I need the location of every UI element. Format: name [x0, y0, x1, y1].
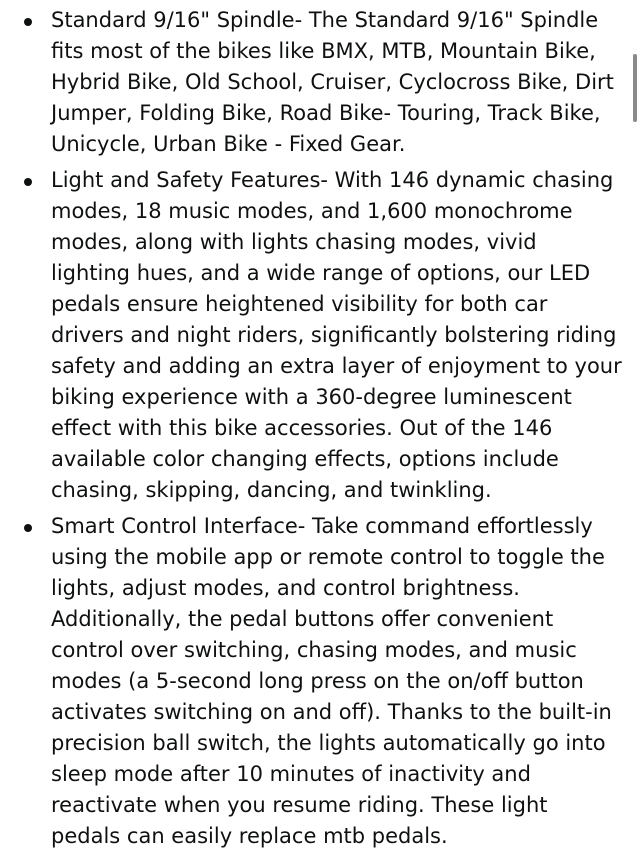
feature-bullet-text: Light and Safety Features- With 146 dynamic chasing modes, 18 music modes, and 1,600 monochrome modes, along with lights chasing modes, vivid lighting hues, and a wide range of options, our LED pedals ensure heightened visibility for both car drivers and night riders, significantly bolstering riding safety and adding an extra layer of enjoyment to your biking experience with a 360-degree luminescent effect with this bike accessories. Out of the 146 available color changing effects, options include chasing, skipping, dancing, and twinkling. — [51, 168, 622, 502]
feature-bullet-spindle — [0, 5, 622, 160]
bullet-dot-icon — [24, 178, 32, 186]
feature-bullet-text: Smart Control Interface- Take command effortlessly using the mobile app or remote control to toggle the lights, adjust modes, and control brightness. Additionally, the pedal buttons offer convenient control over switching, chasing modes, and music modes (a 5-second long press on the on/off button activates switching on and off). Thanks to the built-in precision ball switch, the lights automatically go into sleep mode after 10 minutes of inactivity and reactivate when you resume riding. These light pedals can easily replace mtb pedals. — [51, 514, 612, 848]
feature-bullet-list — [0, 5, 622, 852]
feature-bullet-light-safety — [0, 165, 622, 506]
vertical-scrollbar-thumb[interactable] — [633, 54, 637, 122]
bullet-dot-icon — [24, 18, 32, 26]
bullet-dot-icon — [24, 524, 32, 532]
feature-bullet-text: Standard 9/16" Spindle- The Standard 9/16" Spindle fits most of the bikes like BMX, MTB, Mountain Bike, Hybrid Bike, Old School, Cruiser, Cyclocross Bike, Dirt Jumper, Folding Bike, Road Bike- Touring, Track Bike, Unicycle, Urban Bike - Fixed Gear. — [51, 8, 614, 156]
feature-bullet-smart-control — [0, 511, 622, 852]
